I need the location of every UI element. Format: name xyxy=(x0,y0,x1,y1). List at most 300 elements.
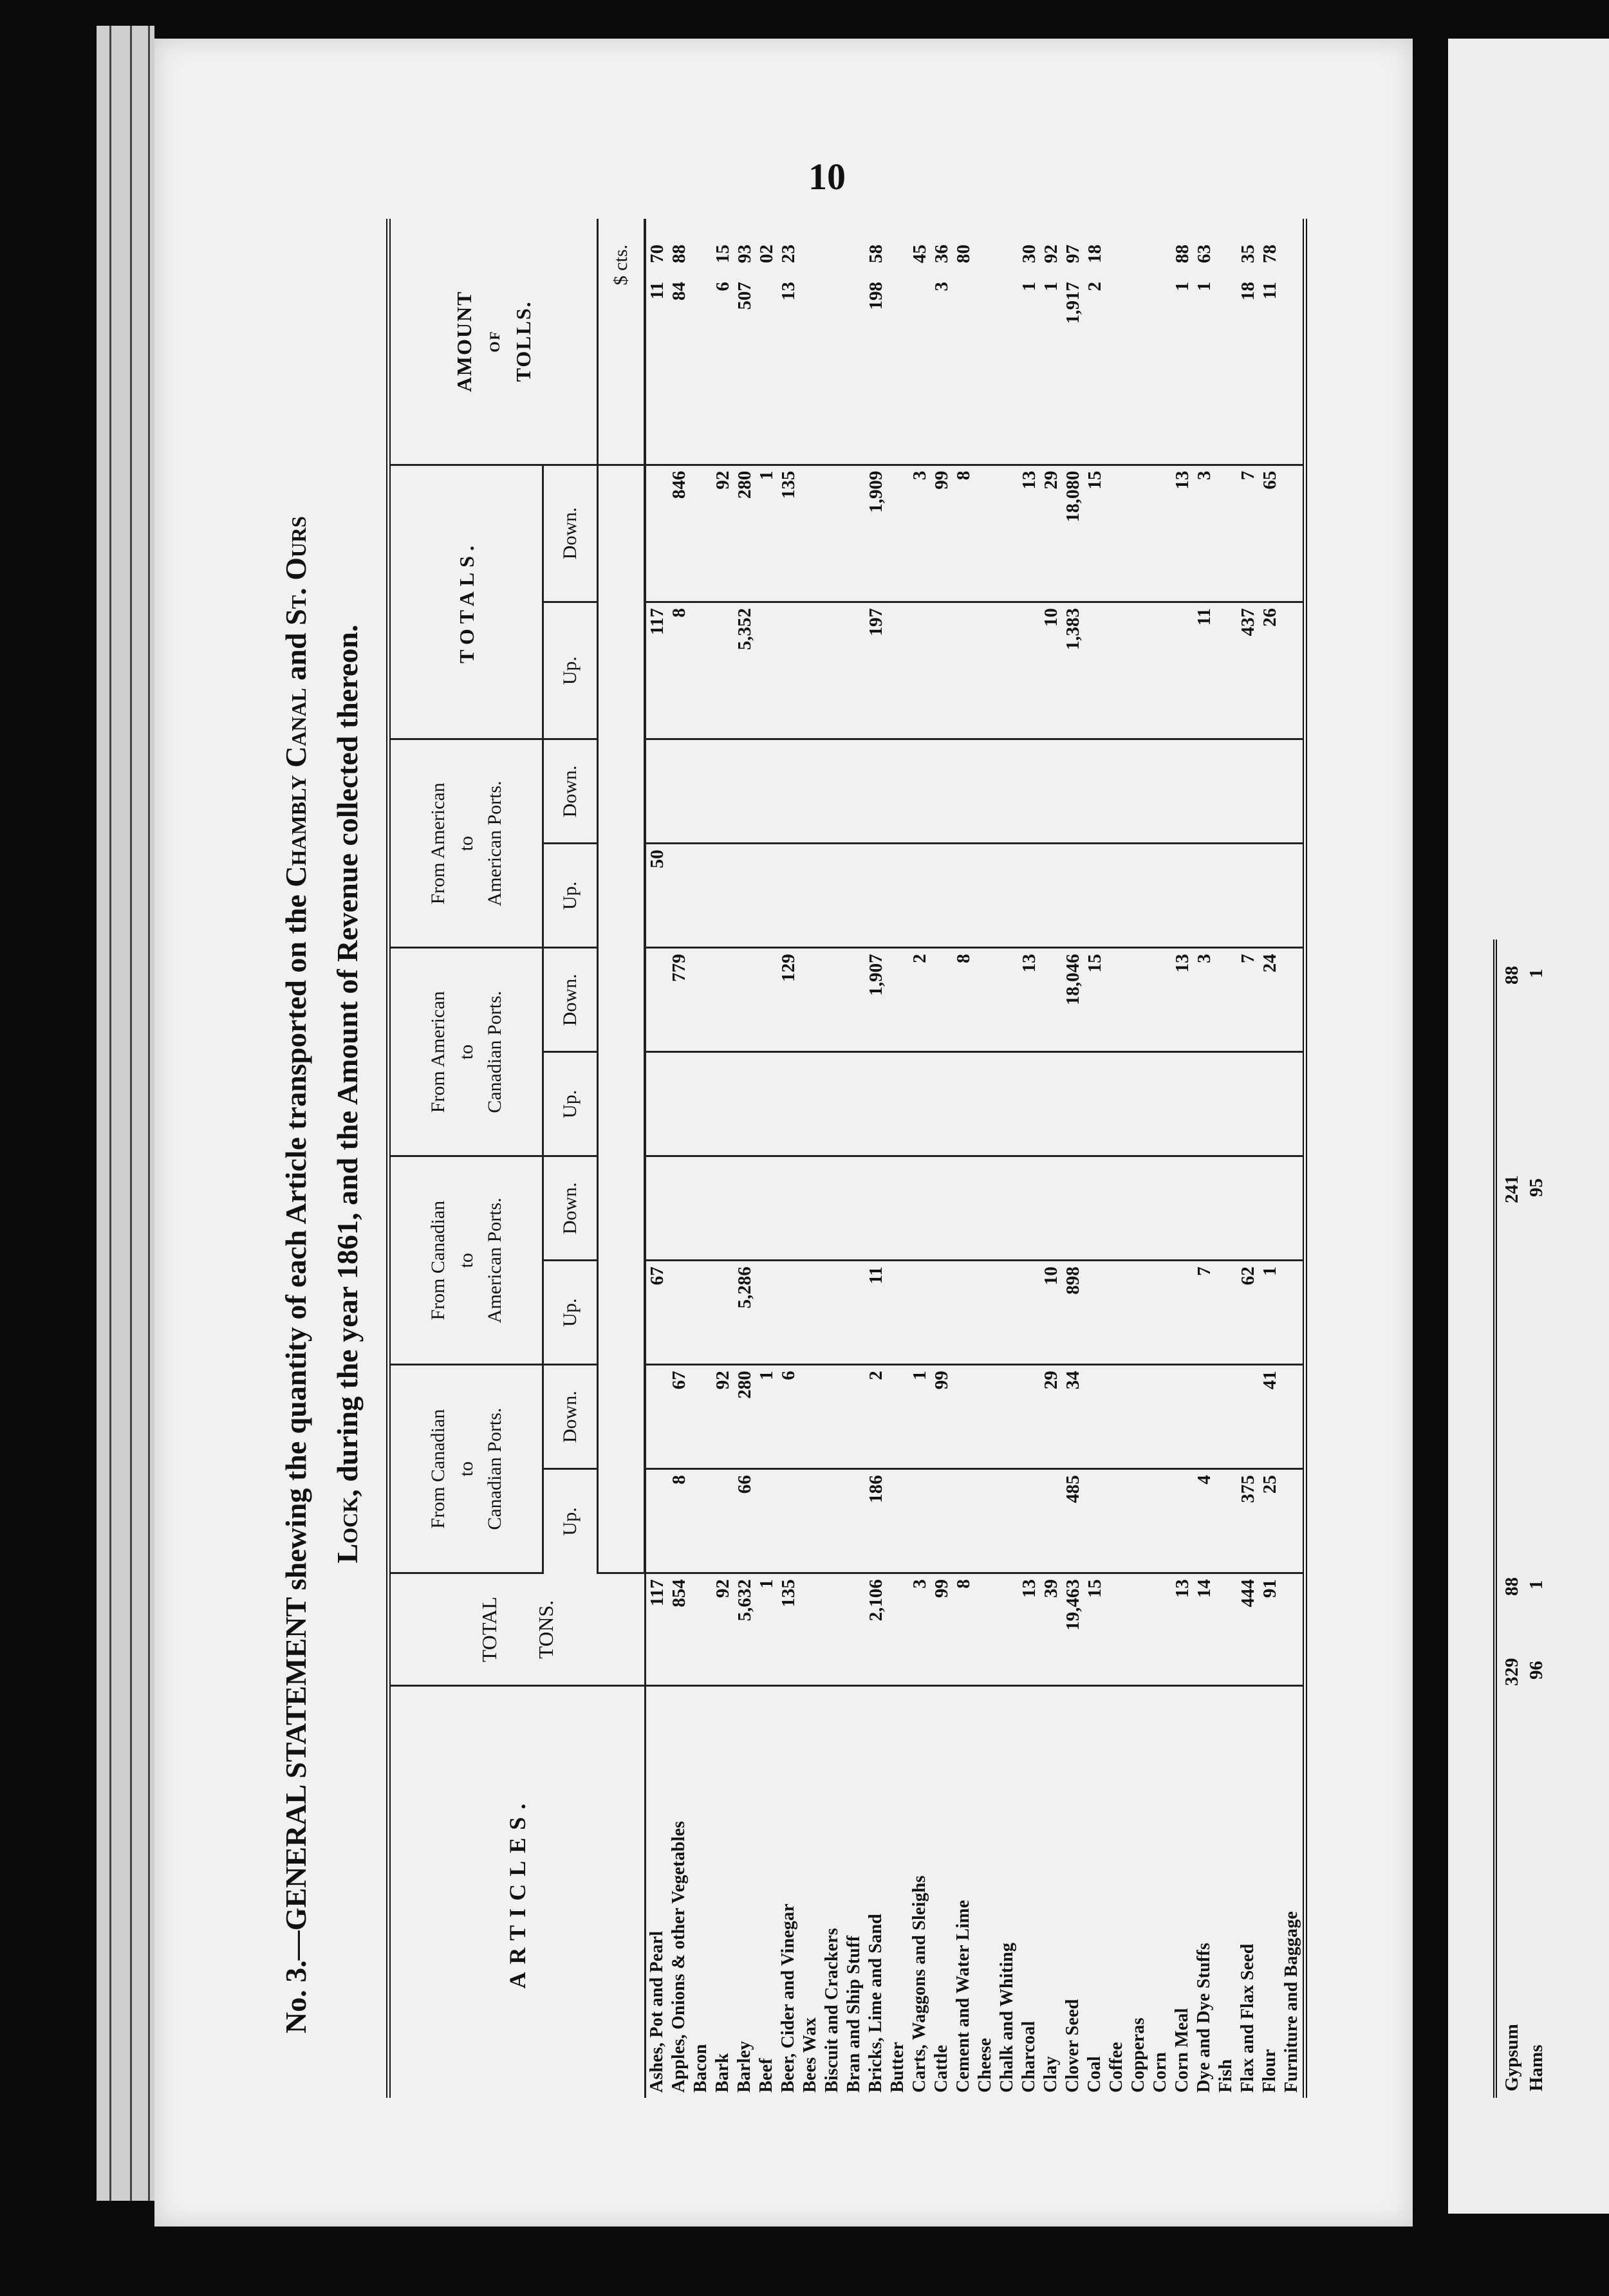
am-am-up-cell xyxy=(756,844,777,948)
am-cdn-up-cell xyxy=(1149,1052,1171,1156)
cdn-am-down-cell xyxy=(909,1156,931,1261)
cdn-cdn-down-cell: 29 xyxy=(1040,1365,1062,1469)
total-tons-cell: 91 xyxy=(1259,1573,1281,1686)
toll-cents: 63 xyxy=(1194,245,1214,263)
cdn-cdn-down-cell: 2 xyxy=(865,1365,887,1469)
toll-dollars: 11 xyxy=(647,282,667,300)
article-cell: Carts, Waggons and Sleighs xyxy=(909,1686,931,2098)
tolls-cell xyxy=(1040,219,1062,465)
cdn-am-up-cell: 10 xyxy=(1040,1261,1062,1365)
article-cell: Clover Seed xyxy=(1062,1686,1084,2098)
cdn-cdn-down-cell xyxy=(1149,1365,1171,1469)
am-am-down-cell xyxy=(1040,739,1062,844)
am-cdn-down-cell: 13 xyxy=(1018,948,1040,1052)
cdn-cdn-down-cell: 92 xyxy=(712,1365,734,1469)
cdn-am-up-cell xyxy=(931,1261,953,1365)
cdn-cdn-down-cell xyxy=(690,1365,712,1469)
totals-up-cell xyxy=(712,602,734,739)
cdn-cdn-up-cell xyxy=(645,1469,668,1573)
down-header: Down. xyxy=(543,739,598,844)
article-cell: Cheese xyxy=(974,1686,996,2098)
am-cdn-up-cell xyxy=(974,1052,996,1156)
binding-line xyxy=(109,26,111,2201)
cdn-cdn-up-cell xyxy=(712,1469,734,1573)
am-cdn-down-cell: 779 xyxy=(668,948,690,1052)
totals-down-cell: 15 xyxy=(1084,465,1106,602)
am-am-down-cell xyxy=(799,739,821,844)
caption-text: No. 3.—GENERAL STATEMENT shewing the quantity of each Article transported on the xyxy=(279,887,312,2033)
cdn-am-up-cell xyxy=(756,1261,777,1365)
statement-caption-line1 xyxy=(270,167,322,2033)
total-tons-cell: 444 xyxy=(1237,1573,1259,1686)
totals-down-cell: 13 xyxy=(1018,465,1040,602)
toll-cents: 97 xyxy=(1063,245,1083,263)
am-am-up-cell xyxy=(1149,844,1171,948)
ac-down-cell: 241 xyxy=(1502,1175,1522,1203)
cdn-am-down-cell xyxy=(1084,1156,1106,1261)
table-row xyxy=(1281,219,1305,2098)
cdn-cdn-down-cell: 99 xyxy=(931,1365,953,1469)
article-cell: Coal xyxy=(1084,1686,1106,2098)
am-am-up-cell xyxy=(1128,844,1149,948)
article-cell: Beer, Cider and Vinegar xyxy=(777,1686,799,2098)
article-cell: Dye and Dye Stuffs xyxy=(1193,1686,1215,2098)
am-am-up-cell xyxy=(1237,844,1259,948)
toll-dollars: 6 xyxy=(712,282,733,292)
cc-up-cell: 1 xyxy=(1526,1580,1547,1589)
cdn-cdn-up-cell: 375 xyxy=(1237,1469,1259,1573)
cdn-cdn-up-cell: 485 xyxy=(1062,1469,1084,1573)
tolls-cell xyxy=(777,219,799,465)
header-text: to xyxy=(455,1461,477,1477)
totals-up-cell xyxy=(1018,602,1040,739)
cdn-cdn-up-cell xyxy=(996,1469,1018,1573)
cdn-cdn-down-cell xyxy=(1171,1365,1193,1469)
total-tons-cell xyxy=(887,1573,909,1686)
totals-up-cell xyxy=(1149,602,1171,739)
totals-down-cell: 65 xyxy=(1259,465,1281,602)
totals-up-cell xyxy=(1128,602,1149,739)
totals-up-cell: 117 xyxy=(645,602,668,739)
cdn-cdn-down-cell: 1 xyxy=(909,1365,931,1469)
article-cell: Bran and Ship Stuff xyxy=(843,1686,865,2098)
am-cdn-down-cell xyxy=(799,948,821,1052)
cdn-am-up-cell xyxy=(1171,1261,1193,1365)
tolls-cell xyxy=(1149,219,1171,465)
cdn-am-up-cell: 67 xyxy=(645,1261,668,1365)
totals-down-cell xyxy=(645,465,668,602)
am-cdn-down-cell xyxy=(887,948,909,1052)
cdn-cdn-down-cell xyxy=(1084,1365,1106,1469)
am-am-down-cell xyxy=(756,739,777,844)
am-am-down-cell xyxy=(645,739,668,844)
am-am-down-cell xyxy=(777,739,799,844)
am-am-down-cell xyxy=(953,739,974,844)
toll-cents: 45 xyxy=(909,245,930,263)
am-cdn-down-cell xyxy=(821,948,843,1052)
am-am-up-cell: 50 xyxy=(645,844,668,948)
totals-down-cell xyxy=(1149,465,1171,602)
total-tons-cell xyxy=(1215,1573,1237,1686)
table-row xyxy=(1018,219,1040,2098)
cdn-am-up-cell xyxy=(821,1261,843,1365)
am-am-down-cell xyxy=(821,739,843,844)
cdn-am-up-cell: 11 xyxy=(865,1261,887,1365)
am-am-down-cell xyxy=(734,739,756,844)
cdn-am-down-cell xyxy=(974,1156,996,1261)
am-cdn-up-cell xyxy=(1062,1052,1084,1156)
cdn-cdn-down-cell xyxy=(843,1365,865,1469)
cdn-am-down-cell xyxy=(821,1156,843,1261)
table-row xyxy=(887,219,909,2098)
article-cell: Bees Wax xyxy=(799,1686,821,2098)
tolls-cell xyxy=(756,219,777,465)
am-cdn-up-cell xyxy=(821,1052,843,1156)
cdn-cdn-down-cell xyxy=(1237,1365,1259,1469)
table-row xyxy=(690,219,712,2098)
toll-cents: 70 xyxy=(647,245,667,263)
cdn-am-down-cell xyxy=(843,1156,865,1261)
am-cdn-up-cell xyxy=(996,1052,1018,1156)
toll-cents: 23 xyxy=(778,245,799,263)
total-tons-cell: 3 xyxy=(909,1573,931,1686)
totals-down-cell xyxy=(690,465,712,602)
article-cell: Apples, Onions & other Vegetables xyxy=(668,1686,690,2098)
article-cell: Fish xyxy=(1215,1686,1237,2098)
table-row xyxy=(712,219,734,2098)
am-cdn-down-cell: 1,907 xyxy=(865,948,887,1052)
totals-down-cell: 1 xyxy=(756,465,777,602)
toll-cents: 36 xyxy=(931,245,952,263)
totals-up-cell xyxy=(1171,602,1193,739)
cdn-am-up-cell: 898 xyxy=(1062,1261,1084,1365)
tolls-cell xyxy=(1215,219,1237,465)
cdn-cdn-up-cell xyxy=(1281,1469,1305,1573)
am-am-down-cell xyxy=(690,739,712,844)
cdn-am-down-cell xyxy=(1171,1156,1193,1261)
cdn-cdn-down-cell xyxy=(1106,1365,1128,1469)
toll-cents: 18 xyxy=(1084,245,1105,263)
cdn-am-up-cell xyxy=(1106,1261,1128,1365)
am-am-down-cell xyxy=(931,739,953,844)
cdn-cdn-up-cell xyxy=(974,1469,996,1573)
tolls-cell xyxy=(645,219,668,465)
am-cdn-up-cell xyxy=(645,1052,668,1156)
article-cell: Cement and Water Lime xyxy=(953,1686,974,2098)
totals-down-cell: 18,080 xyxy=(1062,465,1084,602)
toll-cents: 02 xyxy=(756,245,777,263)
am-cdn-down-cell: 129 xyxy=(777,948,799,1052)
totals-down-cell: 135 xyxy=(777,465,799,602)
cdn-am-down-cell xyxy=(756,1156,777,1261)
cdn-am-down-cell xyxy=(953,1156,974,1261)
article-cell: Hams xyxy=(1526,2044,1547,2091)
table-row xyxy=(1259,219,1281,2098)
totals-down-cell xyxy=(799,465,821,602)
header-text: American Ports. xyxy=(483,1198,505,1324)
toll-cents: 92 xyxy=(1041,245,1061,263)
cdn-am-down-cell xyxy=(865,1156,887,1261)
table-row xyxy=(931,219,953,2098)
article-cell: Ashes, Pot and Pearl xyxy=(645,1686,668,2098)
tolls-cell xyxy=(1084,219,1106,465)
cdn-cdn-up-cell xyxy=(756,1469,777,1573)
am-am-down-cell xyxy=(1193,739,1215,844)
am-am-up-cell xyxy=(953,844,974,948)
cdn-am-up-cell xyxy=(953,1261,974,1365)
table-row xyxy=(953,219,974,2098)
am-am-up-cell xyxy=(1106,844,1128,948)
toll-dollars: 1 xyxy=(1041,282,1061,292)
toll-cents: 58 xyxy=(866,245,886,263)
am-am-down-cell xyxy=(909,739,931,844)
tolls-cell xyxy=(887,219,909,465)
totals-up-cell xyxy=(996,602,1018,739)
ac-down-cell: 95 xyxy=(1526,1178,1547,1197)
totals-up-cell: 5,352 xyxy=(734,602,756,739)
header-text: to xyxy=(455,1253,477,1268)
cdn-cdn-down-cell xyxy=(645,1365,668,1469)
article-cell: Bricks, Lime and Sand xyxy=(865,1686,887,2098)
article-cell: Butter xyxy=(887,1686,909,2098)
article-cell: Biscuit and Crackers xyxy=(821,1686,843,2098)
totals-up-cell xyxy=(756,602,777,739)
am-am-up-cell xyxy=(1062,844,1084,948)
am-cdn-up-cell xyxy=(690,1052,712,1156)
totals-up-cell xyxy=(953,602,974,739)
cdn-cdn-down-cell xyxy=(1193,1365,1215,1469)
cdn-cdn-up-cell xyxy=(690,1469,712,1573)
am-cdn-down-cell: 3 xyxy=(1193,948,1215,1052)
total-tons-cell xyxy=(690,1573,712,1686)
total-tons-header xyxy=(389,1573,646,1686)
am-cdn-down-cell xyxy=(843,948,865,1052)
cdn-am-down-cell xyxy=(1040,1156,1062,1261)
cdn-am-up-cell xyxy=(1084,1261,1106,1365)
am-am-up-cell xyxy=(690,844,712,948)
am-cdn-up-cell xyxy=(1171,1052,1193,1156)
tolls-cell xyxy=(974,219,996,465)
cdn-am-down-cell xyxy=(799,1156,821,1261)
cdn-cdn-up-cell xyxy=(1149,1469,1171,1573)
am-cdn-down-cell: 24 xyxy=(1259,948,1281,1052)
totals-up-cell: 8 xyxy=(668,602,690,739)
cdn-am-up-cell xyxy=(843,1261,865,1365)
article-cell: Coffee xyxy=(1106,1686,1128,2098)
toll-dollars: 1,917 xyxy=(1063,282,1083,324)
caption-text: and xyxy=(279,625,312,688)
totals-up-cell xyxy=(1281,602,1305,739)
total-tons-cell: 19,463 xyxy=(1062,1573,1084,1686)
cdn-am-down-cell xyxy=(931,1156,953,1261)
am-cdn-up-cell xyxy=(1237,1052,1259,1156)
up-header: Up. xyxy=(543,844,598,948)
totals-down-cell: 13 xyxy=(1171,465,1193,602)
totals-up-cell xyxy=(777,602,799,739)
total-tons-cell: 39 xyxy=(1040,1573,1062,1686)
cdn-cdn-up-cell xyxy=(1171,1469,1193,1573)
table-row xyxy=(909,219,931,2098)
am-cdn-up-cell xyxy=(953,1052,974,1156)
am-am-down-cell xyxy=(1171,739,1193,844)
am-am-up-cell xyxy=(1215,844,1237,948)
tolls-cell xyxy=(1281,219,1305,465)
am-cdn-down-cell xyxy=(1149,948,1171,1052)
total-tons-cell: 5,632 xyxy=(734,1573,756,1686)
currency-header: $ cts. xyxy=(598,219,646,465)
am-cdn-up-cell xyxy=(712,1052,734,1156)
toll-cents: 88 xyxy=(669,245,689,263)
tolls-cell xyxy=(712,219,734,465)
toll-dollars: 1 xyxy=(1019,282,1039,292)
article-cell: Gypsum xyxy=(1502,2024,1522,2091)
am-am-up-cell xyxy=(1171,844,1193,948)
total-tons-cell: 1 xyxy=(756,1573,777,1686)
tot-up-cell: 88 xyxy=(1502,966,1522,985)
cdn-cdn-down-cell xyxy=(996,1365,1018,1469)
totals-up-cell xyxy=(843,602,865,739)
up-header: Up. xyxy=(543,1469,598,1573)
up-header: Up. xyxy=(543,1261,598,1365)
article-cell: Bacon xyxy=(690,1686,712,2098)
totals-down-cell xyxy=(821,465,843,602)
total-cell: 329 xyxy=(1502,1658,1522,1686)
article-cell: Cattle xyxy=(931,1686,953,2098)
total-tons-cell: 92 xyxy=(712,1573,734,1686)
am-cdn-up-cell xyxy=(756,1052,777,1156)
articles-header: ARTICLES. xyxy=(389,1686,646,2098)
totals-up-cell xyxy=(690,602,712,739)
cdn-cdn-down-cell: 1 xyxy=(756,1365,777,1469)
toll-dollars: 11 xyxy=(1260,282,1280,300)
tot-up-cell: 1 xyxy=(1526,968,1547,978)
am-am-up-cell xyxy=(1018,844,1040,948)
cdn-am-down-cell xyxy=(1281,1156,1305,1261)
total-tons-cell: 14 xyxy=(1193,1573,1215,1686)
header-text: Canadian Ports. xyxy=(483,1407,505,1530)
binding-line xyxy=(148,26,150,2201)
caption-lock-name: St. Ours xyxy=(279,516,312,625)
am-cdn-up-cell xyxy=(799,1052,821,1156)
up-header: Up. xyxy=(543,602,598,739)
cdn-cdn-up-cell xyxy=(1084,1469,1106,1573)
header-spacer xyxy=(598,465,646,1573)
next-page-rule xyxy=(1493,940,1501,2098)
am-am-down-cell xyxy=(668,739,690,844)
cdn-am-down-cell xyxy=(1106,1156,1128,1261)
am-cdn-up-cell xyxy=(1281,1052,1305,1156)
toll-dollars: 1 xyxy=(1172,282,1193,292)
cdn-cdn-up-cell xyxy=(799,1469,821,1573)
amount-of-tolls-header xyxy=(389,219,598,465)
cdn-am-up-cell xyxy=(690,1261,712,1365)
am-cdn-down-cell xyxy=(974,948,996,1052)
totals-down-cell: 8 xyxy=(953,465,974,602)
am-am-down-cell xyxy=(1215,739,1237,844)
am-am-down-cell xyxy=(1259,739,1281,844)
toll-cents: 88 xyxy=(1172,245,1193,263)
totals-down-cell xyxy=(1128,465,1149,602)
cdn-cdn-up-cell xyxy=(931,1469,953,1573)
am-am-down-cell xyxy=(1018,739,1040,844)
totals-up-cell: 10 xyxy=(1040,602,1062,739)
header-text: From American xyxy=(427,991,449,1113)
table-row xyxy=(865,219,887,2098)
toll-cents: 30 xyxy=(1019,245,1039,263)
tolls-cell xyxy=(821,219,843,465)
table-row xyxy=(821,219,843,2098)
totals-down-cell xyxy=(1215,465,1237,602)
cdn-am-down-cell xyxy=(1259,1156,1281,1261)
am-am-up-cell xyxy=(843,844,865,948)
totals-up-cell xyxy=(799,602,821,739)
cdn-cdn-down-cell xyxy=(1281,1365,1305,1469)
am-cdn-down-cell: 8 xyxy=(953,948,974,1052)
total-tons-cell xyxy=(974,1573,996,1686)
toll-cents: 80 xyxy=(953,245,974,263)
next-page-fragment xyxy=(1493,940,1609,2098)
cdn-am-up-cell xyxy=(799,1261,821,1365)
am-am-up-cell xyxy=(1281,844,1305,948)
cdn-cdn-up-cell xyxy=(909,1469,931,1573)
toll-dollars: 2 xyxy=(1084,282,1105,292)
header-text: American Ports. xyxy=(483,781,505,907)
total-tons-cell xyxy=(799,1573,821,1686)
cdn-cdn-up-cell xyxy=(1128,1469,1149,1573)
page-number: 10 xyxy=(808,156,846,198)
article-cell: Flax and Flax Seed xyxy=(1237,1686,1259,2098)
cdn-cdn-down-cell: 41 xyxy=(1259,1365,1281,1469)
cdn-cdn-up-cell xyxy=(1040,1469,1062,1573)
down-header: Down. xyxy=(543,948,598,1052)
total-tons-cell: 99 xyxy=(931,1573,953,1686)
totals-up-cell: 11 xyxy=(1193,602,1215,739)
am-am-down-cell xyxy=(996,739,1018,844)
tolls-cell xyxy=(690,219,712,465)
tons-header-text: TONS. xyxy=(534,1600,557,1659)
am-cdn-up-cell xyxy=(887,1052,909,1156)
cdn-cdn-up-cell: 4 xyxy=(1193,1469,1215,1573)
am-am-up-cell xyxy=(1084,844,1106,948)
totals-up-cell: 26 xyxy=(1259,602,1281,739)
totals-down-cell xyxy=(1106,465,1128,602)
totals-down-cell: 7 xyxy=(1237,465,1259,602)
am-cdn-up-cell xyxy=(734,1052,756,1156)
totals-down-cell xyxy=(974,465,996,602)
am-cdn-up-cell xyxy=(1193,1052,1215,1156)
tolls-cell xyxy=(1062,219,1084,465)
cdn-am-up-cell xyxy=(777,1261,799,1365)
cdn-am-down-cell xyxy=(712,1156,734,1261)
toll-cents: 35 xyxy=(1238,245,1258,263)
totals-up-cell xyxy=(1084,602,1106,739)
totals-down-cell: 3 xyxy=(909,465,931,602)
am-am-up-cell xyxy=(734,844,756,948)
am-am-up-cell xyxy=(909,844,931,948)
am-cdn-up-cell xyxy=(777,1052,799,1156)
am-cdn-down-cell xyxy=(734,948,756,1052)
table-row xyxy=(1062,219,1084,2098)
article-cell: Beef xyxy=(756,1686,777,2098)
cdn-cdn-down-cell: 6 xyxy=(777,1365,799,1469)
cdn-cdn-up-cell: 186 xyxy=(865,1469,887,1573)
am-cdn-down-cell: 18,046 xyxy=(1062,948,1084,1052)
table-row xyxy=(1128,219,1149,2098)
down-header: Down. xyxy=(543,1156,598,1261)
article-cell: Bark xyxy=(712,1686,734,2098)
up-header: Up. xyxy=(543,1052,598,1156)
totals-down-cell: 29 xyxy=(1040,465,1062,602)
